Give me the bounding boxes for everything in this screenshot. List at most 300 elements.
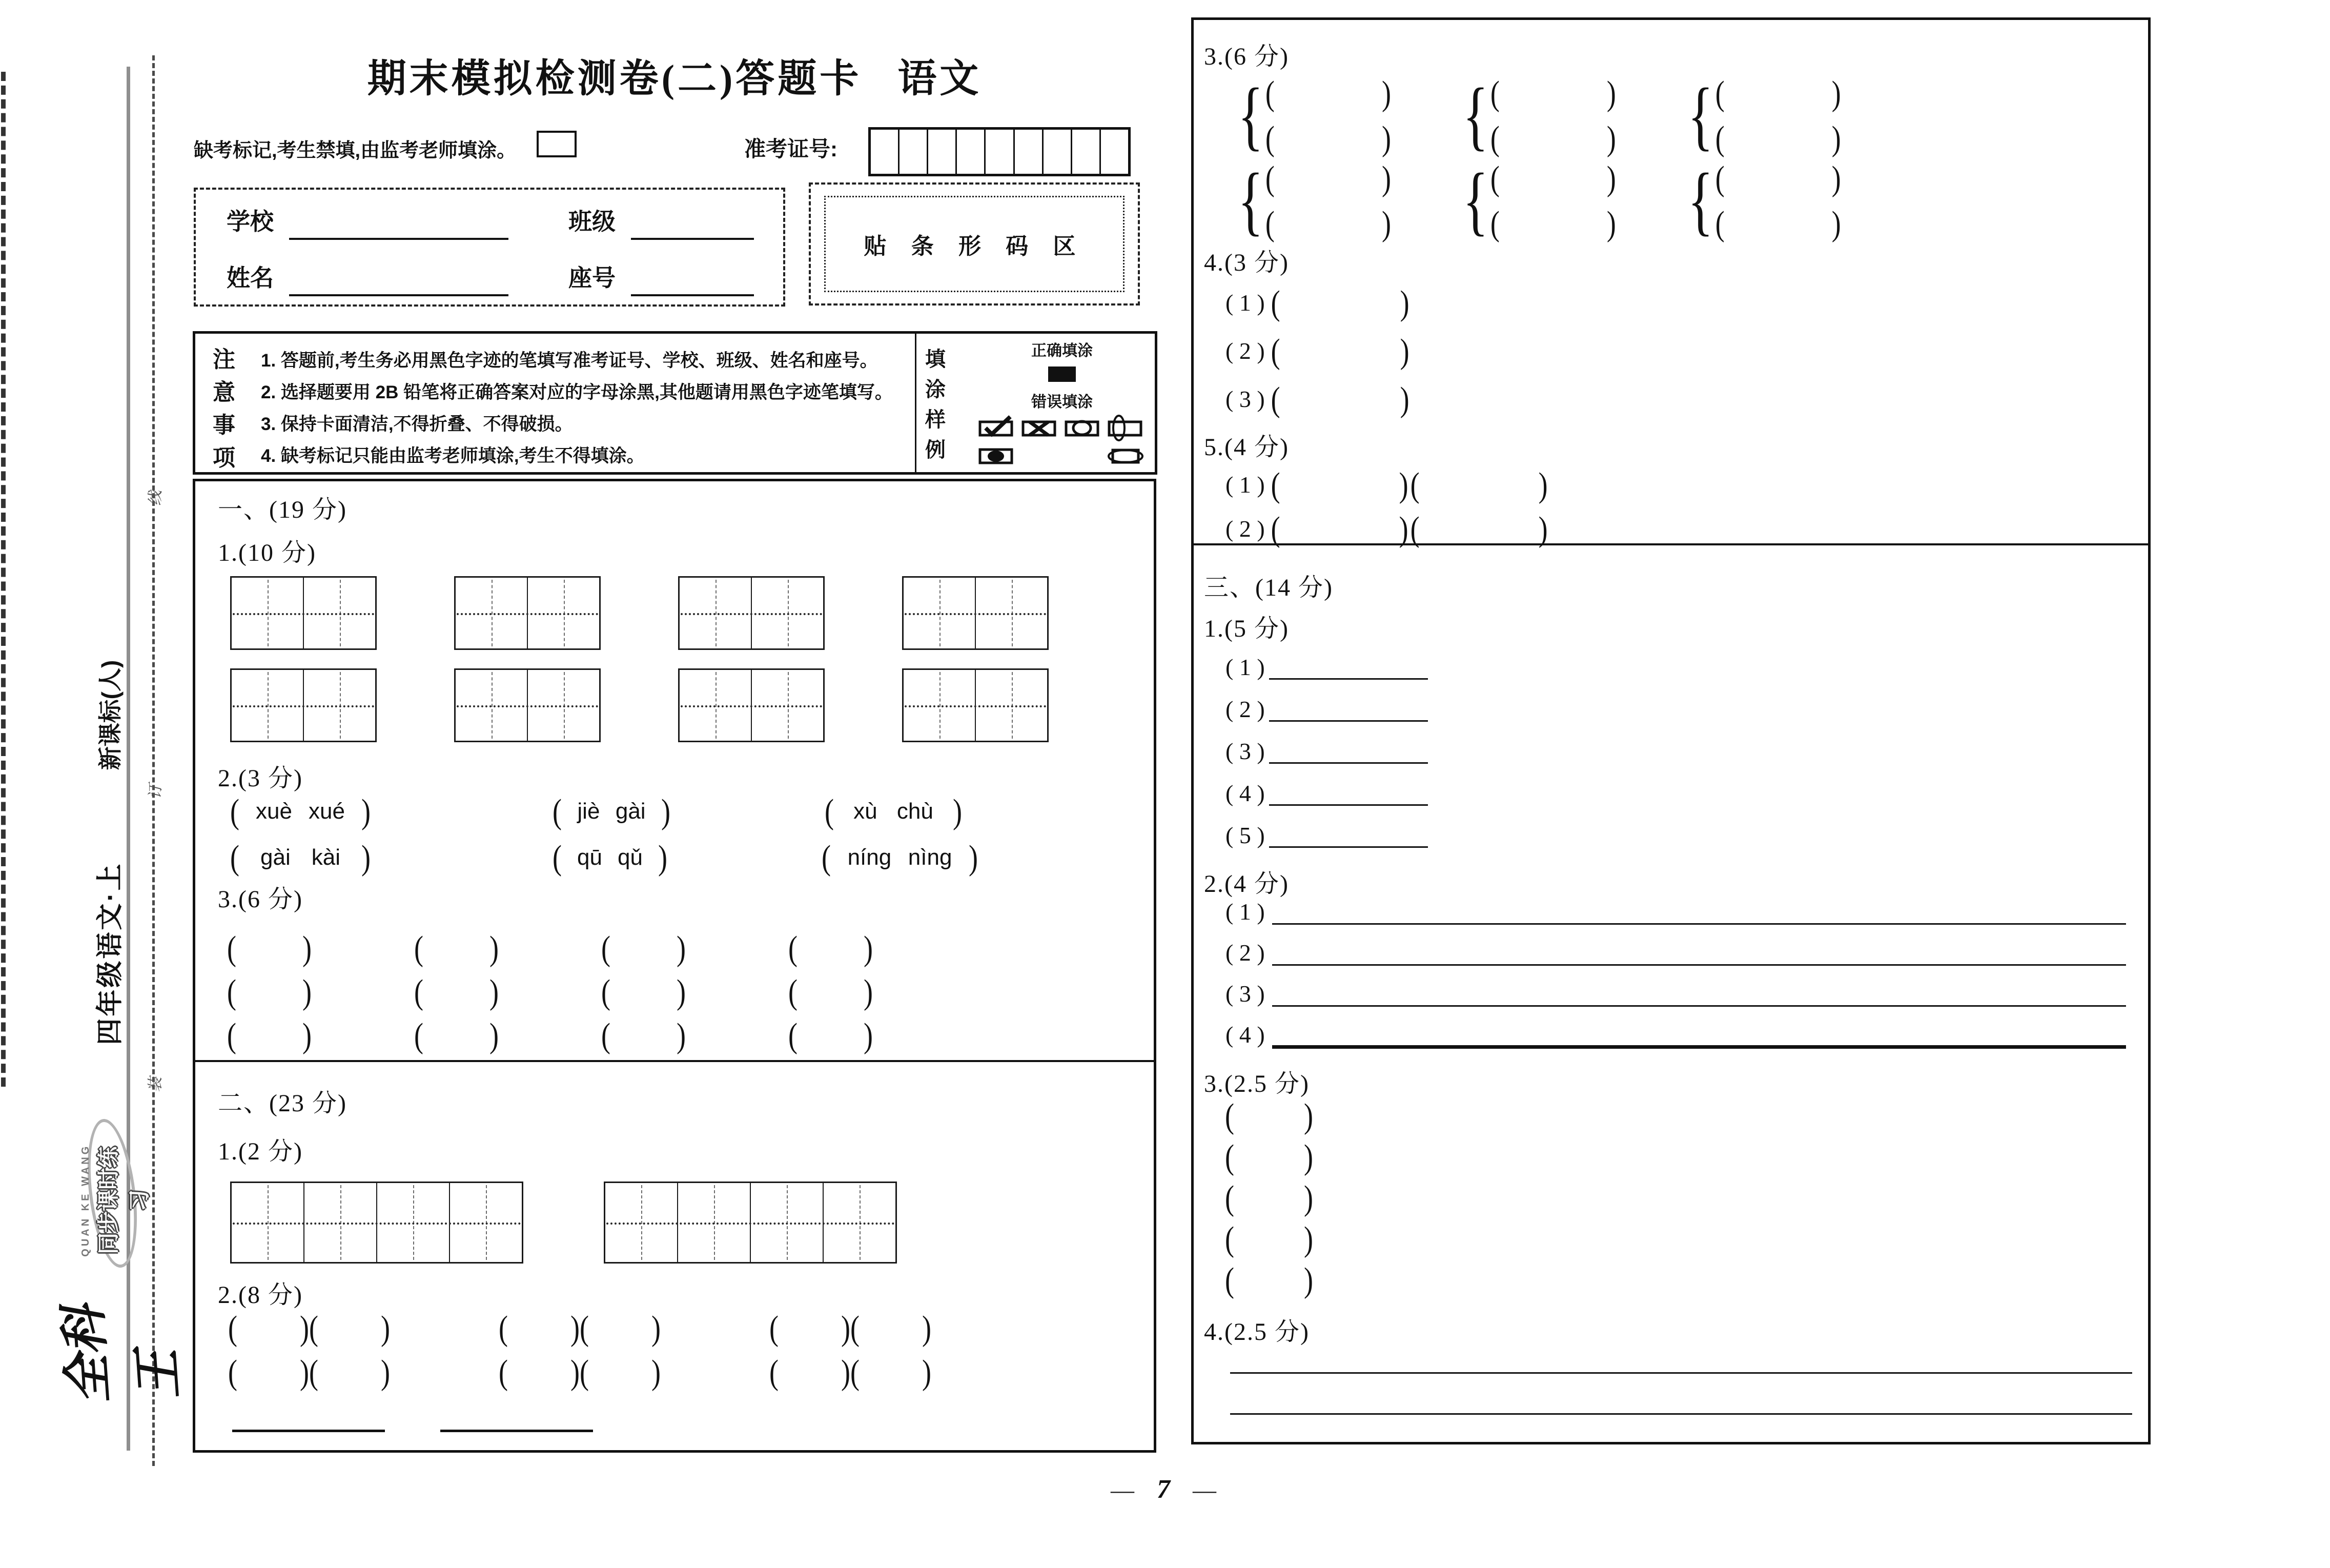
notice-title-char: 项 [213,445,235,471]
answer-item-row [1225,1136,1313,1177]
q3-blank-row-1 [227,929,873,968]
paren-open-glyph: ( [414,972,423,1011]
paren-close-glyph: ) [1400,283,1409,322]
writing-grid-cell[interactable] [456,670,527,741]
paren-close-glyph: ) [1831,74,1841,113]
brace-blank-group[interactable] [1462,72,1616,158]
paren-close-glyph: ) [1400,380,1409,419]
writing-grid-group[interactable] [678,576,825,650]
logo-en-text: QUAN KE WANG [79,1144,91,1257]
paren-open-glyph: ( [1490,159,1500,198]
paren-close-glyph: ) [1538,465,1548,504]
paren-close-glyph: ) [677,929,686,968]
exam-number-cell[interactable] [927,130,955,174]
answer-paren-blank[interactable] [414,1016,499,1055]
q4-label: 1.(2 分) [218,1138,303,1165]
paren-close-glyph: ) [922,1353,931,1392]
paren-close-glyph: ) [1304,1219,1313,1258]
paren-open-glyph: ( [601,972,610,1011]
answer-paren-blank[interactable] [1410,510,1548,548]
answer-underline[interactable] [1272,982,2126,1007]
q4-grid-row [230,1182,897,1264]
answer-item-row [1225,463,1548,507]
answer-item-row [1225,1014,2126,1055]
writing-grid-cell[interactable] [232,670,303,741]
pinyin-option[interactable]: qǔ [618,845,643,870]
paren-close-glyph: ) [658,838,667,877]
q2-pinyin-row-2 [230,838,978,877]
answer-paren-blank[interactable] [1271,332,1409,371]
name-field[interactable] [289,266,508,296]
section2-label: 二、(23 分) [218,1090,347,1117]
answer-paren-blank[interactable] [1271,465,1408,504]
writing-grid-cell[interactable] [750,1183,823,1262]
barcode-inner-frame [824,196,1125,292]
paren-close-glyph: ) [1400,332,1409,371]
class-field[interactable] [631,209,754,240]
paren-open-glyph: ( [850,1353,860,1392]
brace-blank-group[interactable] [1462,157,1616,243]
answer-paren-blank[interactable] [414,929,499,968]
answer-paren-blank[interactable] [309,1353,390,1392]
writing-grid-cell[interactable] [904,670,975,741]
brace-glyph: { [1238,72,1263,158]
q12-answer-line[interactable] [1230,1348,2132,1374]
writing-grid-group[interactable] [902,668,1049,742]
answer-paren-blank[interactable] [1490,74,1616,113]
paren-open-glyph: ( [601,929,610,968]
answer-item-row [1225,1177,1313,1218]
paren-open-glyph: ( [1271,332,1280,371]
double-paren-blank[interactable] [769,1309,931,1348]
answer-item-row [1225,1218,1313,1259]
paren-open-glyph: ( [553,838,562,877]
correct-fill-example-icon [1048,366,1076,382]
pinyin-option[interactable]: qū [577,845,602,870]
answer-item-row [1225,973,2126,1014]
exam-number-cell[interactable] [1099,130,1128,174]
exam-number-cell[interactable] [984,130,1013,174]
writing-grid-group[interactable] [230,576,377,650]
barcode-area-label: 贴 条 形 码 区 [864,234,1085,259]
pinyin-choice-pair[interactable] [822,838,978,877]
paren-open-glyph: ( [1265,119,1275,158]
answer-paren-blank[interactable] [309,1309,390,1348]
check-in-box-icon [977,415,1017,441]
paren-close-glyph: ) [302,929,312,968]
q8-label: 5.(4 分) [1204,434,1289,461]
writing-grid-group[interactable] [902,576,1049,650]
paren-close-glyph: ) [1606,204,1616,243]
answer-paren-blank[interactable] [1271,510,1408,548]
student-info-box [194,188,785,307]
q2-label: 2.(3 分) [218,765,303,792]
answer-paren-blank[interactable] [499,1353,580,1392]
paren-close-glyph: ) [570,1309,580,1348]
paren-close-glyph: ) [1831,119,1841,158]
answer-paren-blank[interactable] [1715,74,1841,113]
pinyin-choice-pair[interactable] [825,792,962,831]
q9-label: 1.(5 分) [1204,615,1289,642]
exam-number-cell[interactable] [955,130,984,174]
section3-label: 三、(14 分) [1204,574,1333,601]
paren-open-glyph: ( [580,1309,589,1348]
writing-grid-cell[interactable] [303,1183,376,1262]
paren-open-glyph: ( [227,1016,236,1055]
pinyin-option[interactable]: xù [853,799,877,824]
answer-paren-blank[interactable] [850,1353,931,1392]
answer-underline[interactable] [1272,1022,2126,1049]
pinyin-option[interactable]: gài [260,845,291,870]
paren-close-glyph: ) [1304,1260,1313,1299]
writing-grid-group[interactable] [678,668,825,742]
writing-grid-cell[interactable] [751,578,823,648]
notice-item: 2. 选择题要用 2B 铅笔将正确答案对应的字母涂黑,其他题请用黑色字迹笔填写。 [261,382,893,402]
page-title [193,47,1156,103]
section1-label: 一、(19 分) [218,496,347,523]
paren-close-glyph: ) [952,792,962,831]
pinyin-option[interactable]: níng [847,845,892,870]
logo-main-text: 全科王 [55,1304,188,1406]
paren-open-glyph: ( [227,972,236,1011]
correct-fill-label: 正确填涂 [1031,342,1093,359]
seat-field[interactable] [631,266,754,296]
answer-item-row [1225,814,1428,857]
fill-sample-area [964,338,1160,469]
q8-items [1225,463,1548,551]
answer-paren-blank[interactable] [1490,204,1616,243]
answer-paren-blank[interactable] [228,1309,309,1348]
paren-open-glyph: ( [1265,204,1275,243]
answer-paren-blank[interactable] [601,972,686,1011]
notice-title-char: 意 [213,380,235,405]
pinyin-choice-pair[interactable] [230,838,371,877]
writing-grid-cell[interactable] [527,670,599,741]
pinyin-choice-pair[interactable] [553,838,667,877]
class-label: 班级 [568,208,616,235]
paren-close-glyph: ) [661,792,670,831]
paren-close-glyph: ) [1304,1178,1313,1217]
answer-item-row [1225,891,2126,932]
item-number: ( 1 ) [1225,899,1265,925]
paren-close-glyph: ) [381,1353,390,1392]
page-number-dash: — [1111,1477,1134,1503]
writing-grid-group[interactable] [454,668,601,742]
wide-oval-in-box-icon [1107,442,1147,469]
answer-paren-blank[interactable] [1410,465,1548,504]
pinyin-choice-pair[interactable] [553,792,670,831]
answer-item-row [1225,646,1428,688]
pinyin-option[interactable]: gài [615,799,646,824]
left-answer-column [193,479,1156,1453]
pinyin-option[interactable]: chù [896,799,933,824]
answer-item-row [1225,932,2126,973]
double-paren-blank[interactable] [499,1353,661,1392]
brace-blank-group[interactable] [1238,157,1391,243]
paren-open-glyph: ( [1271,380,1280,419]
q12-label: 4.(2.5 分) [1204,1318,1310,1346]
pinyin-option[interactable]: xué [309,799,345,824]
writing-grid-cell[interactable] [232,1183,303,1262]
paren-close-glyph: ) [922,1309,931,1348]
q3-label: 3.(6 分) [218,886,303,913]
paren-open-glyph: ( [414,929,423,968]
pinyin-choice-pair[interactable] [230,792,371,831]
writing-grid-cell[interactable] [751,670,823,741]
paren-close-glyph: ) [1381,119,1391,158]
paren-close-glyph: ) [570,1353,580,1392]
paren-open-glyph: ( [227,929,236,968]
pinyin-option[interactable]: kài [311,845,340,870]
paren-close-glyph: ) [651,1309,661,1348]
paren-close-glyph: ) [1831,159,1841,198]
paren-close-glyph: ) [489,972,499,1011]
q6-brace-row-2 [1238,157,1841,243]
paren-open-glyph: ( [230,838,239,877]
q12-answer-line[interactable] [1230,1389,2132,1415]
answer-paren-blank[interactable] [788,929,873,968]
answer-underline[interactable] [1269,740,1428,764]
answer-item-row [1225,1095,1313,1136]
answer-paren-blank[interactable] [1265,159,1391,198]
paren-close-glyph: ) [841,1309,850,1348]
paren-close-glyph: ) [651,1353,661,1392]
answer-item-row [1225,375,1409,423]
notice-title-char: 事 [213,413,235,438]
paren-open-glyph: ( [1490,119,1500,158]
seat-label: 座号 [568,264,616,291]
writing-grid-group[interactable] [230,668,377,742]
paren-open-glyph: ( [1410,465,1420,504]
pinyin-option[interactable]: xuè [256,799,292,824]
answer-underline[interactable] [1269,782,1428,806]
writing-grid-cell[interactable] [975,578,1047,648]
answer-paren-blank[interactable] [1490,159,1616,198]
answer-item-row [1225,327,1409,375]
paren-open-glyph: ( [414,1016,423,1055]
school-field[interactable] [289,209,508,240]
answer-paren-blank[interactable] [1271,283,1409,322]
item-number: ( 4 ) [1225,1022,1265,1048]
writing-grid-group[interactable] [604,1182,897,1264]
paren-open-glyph: ( [1715,204,1725,243]
writing-grid-group[interactable] [454,576,601,650]
answer-paren-blank[interactable] [580,1309,661,1348]
answer-paren-blank[interactable] [228,1353,309,1392]
paren-close-glyph: ) [1381,74,1391,113]
paren-close-glyph: ) [300,1353,309,1392]
answer-item-row [1225,772,1428,814]
answer-paren-blank[interactable] [414,972,499,1011]
writing-grid-cell[interactable] [680,670,751,741]
paren-close-glyph: ) [841,1353,850,1392]
notice-title-char: 注 [213,347,235,372]
writing-grid-cell[interactable] [975,670,1047,741]
paren-open-glyph: ( [1271,510,1280,548]
paren-close-glyph: ) [302,1016,312,1055]
paren-close-glyph: ) [302,972,312,1011]
answer-paren-blank[interactable] [1265,119,1391,158]
q5-answer-underline[interactable] [440,1406,593,1432]
paren-open-glyph: ( [1225,1096,1234,1135]
paren-close-glyph: ) [1831,204,1841,243]
answer-paren-blank[interactable] [850,1309,931,1348]
writing-grid-cell[interactable] [823,1183,895,1262]
item-number: ( 5 ) [1225,822,1265,848]
answer-paren-blank[interactable] [1225,1260,1313,1299]
exam-number-cell[interactable] [898,130,927,174]
wrong-fill-label: 错误填涂 [1031,394,1093,411]
brand-logo [55,1141,188,1406]
answer-paren-blank[interactable] [1225,1178,1313,1217]
brace-blank-group[interactable] [1238,72,1391,158]
answer-paren-blank[interactable] [1225,1096,1313,1135]
answer-paren-blank[interactable] [1265,74,1391,113]
item-number: ( 3 ) [1225,738,1265,764]
paren-open-glyph: ( [1225,1260,1234,1299]
answer-underline[interactable] [1272,900,2126,925]
answer-paren-blank[interactable] [769,1309,850,1348]
writing-grid-cell[interactable] [456,578,527,648]
double-paren-blank[interactable] [499,1309,661,1348]
answer-paren-blank[interactable] [788,1016,873,1055]
paren-open-glyph: ( [499,1353,508,1392]
writing-grid-cell[interactable] [303,578,375,648]
paren-open-glyph: ( [1265,159,1275,198]
paren-close-glyph: ) [1606,74,1616,113]
pinyin-option[interactable]: nìng [908,845,952,870]
answer-underline[interactable] [1269,824,1428,848]
writing-grid-cell[interactable] [449,1183,522,1262]
item-number: ( 2 ) [1225,338,1265,364]
writing-grid-cell[interactable] [677,1183,750,1262]
absent-mark-box[interactable] [537,131,577,157]
item-number: ( 1 ) [1225,290,1265,316]
exam-number-cell[interactable] [871,130,898,174]
brace-glyph: { [1687,157,1713,243]
paren-close-glyph: ) [361,792,371,831]
answer-underline[interactable] [1269,656,1428,680]
paren-close-glyph: ) [1399,510,1408,548]
item-number: ( 1 ) [1225,654,1265,680]
brace-glyph: { [1462,72,1488,158]
paren-open-glyph: ( [1225,1219,1234,1258]
paren-close-glyph: ) [864,929,873,968]
answer-paren-blank[interactable] [499,1309,580,1348]
answer-paren-blank[interactable] [1715,119,1841,158]
fill-sample-title [925,343,946,463]
q11-items [1225,1095,1313,1300]
answer-paren-blank[interactable] [1715,159,1841,198]
answer-paren-blank[interactable] [769,1353,850,1392]
brace-blank-group[interactable] [1687,72,1841,158]
answer-item-row [1225,688,1428,730]
answer-paren-blank[interactable] [1490,119,1616,158]
answer-paren-blank[interactable] [1271,380,1409,419]
pinyin-option[interactable]: jiè [577,799,600,824]
binding-mark-xian: 线 [147,491,164,506]
q7-items [1225,279,1409,423]
paren-close-glyph: ) [969,838,978,877]
writing-grid-cell[interactable] [904,578,975,648]
paren-close-glyph: ) [1381,204,1391,243]
double-paren-blank[interactable] [228,1309,390,1348]
logo-sub-text: 同步课时练习 [96,1146,151,1254]
exam-number-cell[interactable] [1013,130,1042,174]
paren-open-glyph: ( [788,929,798,968]
paren-open-glyph: ( [601,1016,610,1055]
notice-item: 1. 答题前,考生务必用黑色字迹的笔填写准考证号、学校、班级、姓名和座号。 [261,351,878,371]
binding-mark-ding: 订 [147,784,164,799]
paren-open-glyph: ( [499,1309,508,1348]
answer-paren-blank[interactable] [601,929,686,968]
section-divider [195,1060,1154,1062]
writing-grid-cell[interactable] [303,670,375,741]
exam-number-cell[interactable] [1042,130,1071,174]
brace-blank-group[interactable] [1687,157,1841,243]
paren-open-glyph: ( [1265,74,1275,113]
page-number [1046,1474,1281,1504]
paren-open-glyph: ( [1490,204,1500,243]
writing-grid-group[interactable] [230,1182,523,1264]
double-paren-blank[interactable] [228,1353,390,1392]
paren-open-glyph: ( [825,792,834,831]
answer-paren-blank[interactable] [1265,204,1391,243]
writing-grid-cell[interactable] [232,578,303,648]
paren-close-glyph: ) [1399,465,1408,504]
paren-close-glyph: ) [1538,510,1548,548]
writing-grid-cell[interactable] [527,578,599,648]
answer-paren-blank[interactable] [601,1016,686,1055]
answer-paren-blank[interactable] [227,972,312,1011]
item-number: ( 1 ) [1225,472,1265,498]
paren-close-glyph: ) [361,838,371,877]
circle-in-box-icon [1064,415,1103,441]
answer-underline[interactable] [1269,698,1428,722]
writing-grid-cell[interactable] [376,1183,449,1262]
barcode-area[interactable] [809,182,1140,306]
answer-underline[interactable] [1272,941,2126,966]
answer-paren-blank[interactable] [788,972,873,1011]
paren-open-glyph: ( [553,792,562,831]
sample-title-char: 例 [925,439,946,461]
writing-grid-cell[interactable] [680,578,751,648]
q1-grid-row-2 [230,668,1049,742]
paren-open-glyph: ( [580,1353,589,1392]
answer-paren-blank[interactable] [1225,1137,1313,1176]
exam-number-cell[interactable] [1071,130,1099,174]
answer-paren-blank[interactable] [1715,204,1841,243]
paren-open-glyph: ( [822,838,831,877]
page-number-value: 7 [1157,1475,1170,1504]
exam-number-grid[interactable] [868,127,1131,176]
answer-paren-blank[interactable] [227,1016,312,1055]
q10-items [1225,891,2126,1055]
answer-paren-blank[interactable] [580,1353,661,1392]
paren-close-glyph: ) [1606,159,1616,198]
absent-mark-note: 缺考标记,考生禁填,由监考老师填涂。 [194,140,517,161]
notice-divider [915,334,916,472]
item-number: ( 2 ) [1225,516,1265,542]
cross-in-box-icon [1020,415,1060,441]
answer-paren-blank[interactable] [227,929,312,968]
writing-grid-cell[interactable] [605,1183,677,1262]
paren-open-glyph: ( [1225,1137,1234,1176]
double-paren-blank[interactable] [769,1353,931,1392]
answer-item-row [1225,1259,1313,1300]
answer-paren-blank[interactable] [1225,1219,1313,1258]
q5-answer-underline[interactable] [232,1406,385,1432]
